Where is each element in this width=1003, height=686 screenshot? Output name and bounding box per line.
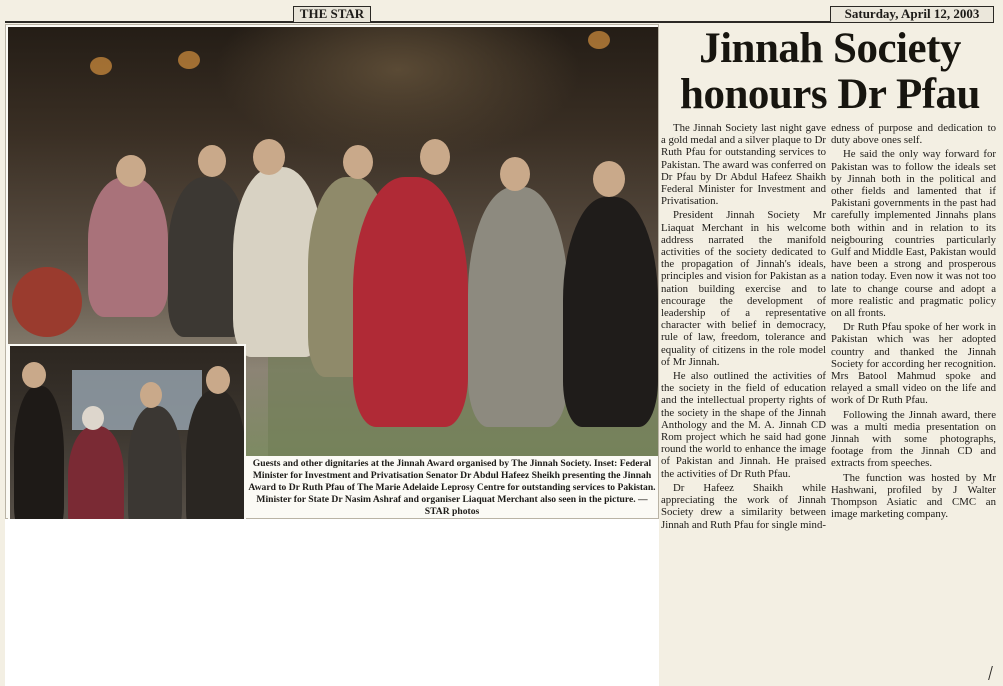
ceiling-lamp	[588, 31, 610, 49]
inset-figure	[186, 390, 246, 532]
paragraph: edness of purpose and dedication to duty above ones self.	[831, 122, 996, 147]
headline-line-1: Jinnah Society	[699, 25, 961, 72]
blank-area	[5, 519, 659, 686]
headline-line-2: honours Dr Pfau	[680, 71, 980, 118]
paragraph: Dr Ruth Pfau spoke of her work in Pakistan which was her adopted country and thanked the Jinnah Society for according her recognition. Mrs Batool Mahmud spoke and relayed a small video on the life and work of Dr Ruth Pfau.	[831, 321, 996, 407]
paragraph: He said the only way forward for Pakistan was to follow the ideals set by Jinnah both in the political and other fields and lamented that if Pakistani governments in the past had carefully implemented Jinnahs plans both within and in relation to its neigbouring countries particularly Gulf and Middle East, Pakistan would have been a strong and prosperous nation today. Even now it was not too late to change course and adopt a more realistic and pragmatic policy on all fronts.	[831, 148, 996, 320]
column-end-mark	[979, 666, 993, 680]
guest-head	[420, 139, 450, 175]
paragraph: Dr Hafeez Shaikh while appreciating the work of Jinnah Society drew a similarity between Jinnah and Ruth Pfau for single mind-	[661, 481, 826, 531]
guest-head	[253, 139, 285, 175]
masthead	[0, 4, 1003, 24]
guest-figure	[468, 187, 568, 427]
inset-head	[140, 382, 162, 408]
paragraph: The Jinnah Society last night gave a gold medal and a silver plaque to Dr Ruth Pfau for outstanding services to Pakistan. The award was conferred on Dr Pfau by Dr Abdul Hafeez Shaikh Federal Minister for Investment and Privatisation.	[661, 122, 826, 208]
guest-figure	[88, 177, 168, 317]
article	[659, 22, 997, 684]
photo-caption	[248, 458, 656, 518]
issue-date: Saturday, April 12, 2003	[830, 6, 994, 23]
inset-photo	[8, 344, 246, 532]
guest-head	[500, 157, 530, 191]
guest-figure	[353, 177, 468, 427]
guest-head	[593, 161, 625, 197]
flower-bouquet	[12, 267, 82, 337]
guest-head	[198, 145, 226, 177]
inset-head	[82, 406, 104, 430]
paragraph: Following the Jinnah award, there was a multi media presentation on Jinnah with some photographs, footage from the Jinnah CD and extracts from speeches.	[831, 408, 996, 470]
headline	[665, 26, 995, 118]
paragraph: President Jinnah Society Mr Liaquat Merchant in his welcome address narrated the manifold activities of the society dedicated to the propagation of Jinnah's ideals, principles and vision for Pakistan as a nation building exercise and to encourage the development of leadership of a representative character with belief in democracy, rule of law, freedom, tolerance and equality of citizens in the role model of Mr Jinnah.	[661, 209, 826, 368]
paragraph: The function was hosted by Mr Hashwani, profiled by J Walter Thompson Asiatic and CMC an image marketing company.	[831, 471, 996, 521]
article-column-2	[831, 122, 996, 523]
photo-block	[5, 24, 659, 519]
ceiling-lamp	[178, 51, 200, 69]
inset-head	[22, 362, 46, 388]
inset-figure	[14, 386, 64, 532]
guest-head	[116, 155, 146, 187]
paragraph: He also outlined the activities of the society in the field of education and the intellectual property rights of the society in the shape of the Jinnah Anthology and the M. A. Jinnah CD Rom project which he said had gone round the world to enhance the image of Pakistan and Jinnah. He praised the activities of Dr Ruth Pfau.	[661, 370, 826, 480]
inset-head	[206, 366, 230, 394]
paper-name: THE STAR	[293, 6, 371, 23]
inset-figure	[68, 426, 124, 532]
caption-text: Guests and other dignitaries at the Jinnah Award organised by The Jinnah Society. Inset: Federal Minister for Investment and Privatisation Senator Dr Abdul Hafeez Sheikh presenting the Jinnah Award to Dr Ruth Pfau of The Marie Adelaide Leprosy Centre for outstanding services to Pakistan. Minister for State Dr Nasim Ashraf and organiser Liaquat Merchant also seen in the picture. —STAR photos	[248, 458, 656, 517]
inset-figure	[128, 406, 182, 532]
guest-figure	[563, 197, 658, 427]
article-column-1	[661, 122, 826, 533]
ceiling-lamp	[90, 57, 112, 75]
guest-head	[343, 145, 373, 179]
